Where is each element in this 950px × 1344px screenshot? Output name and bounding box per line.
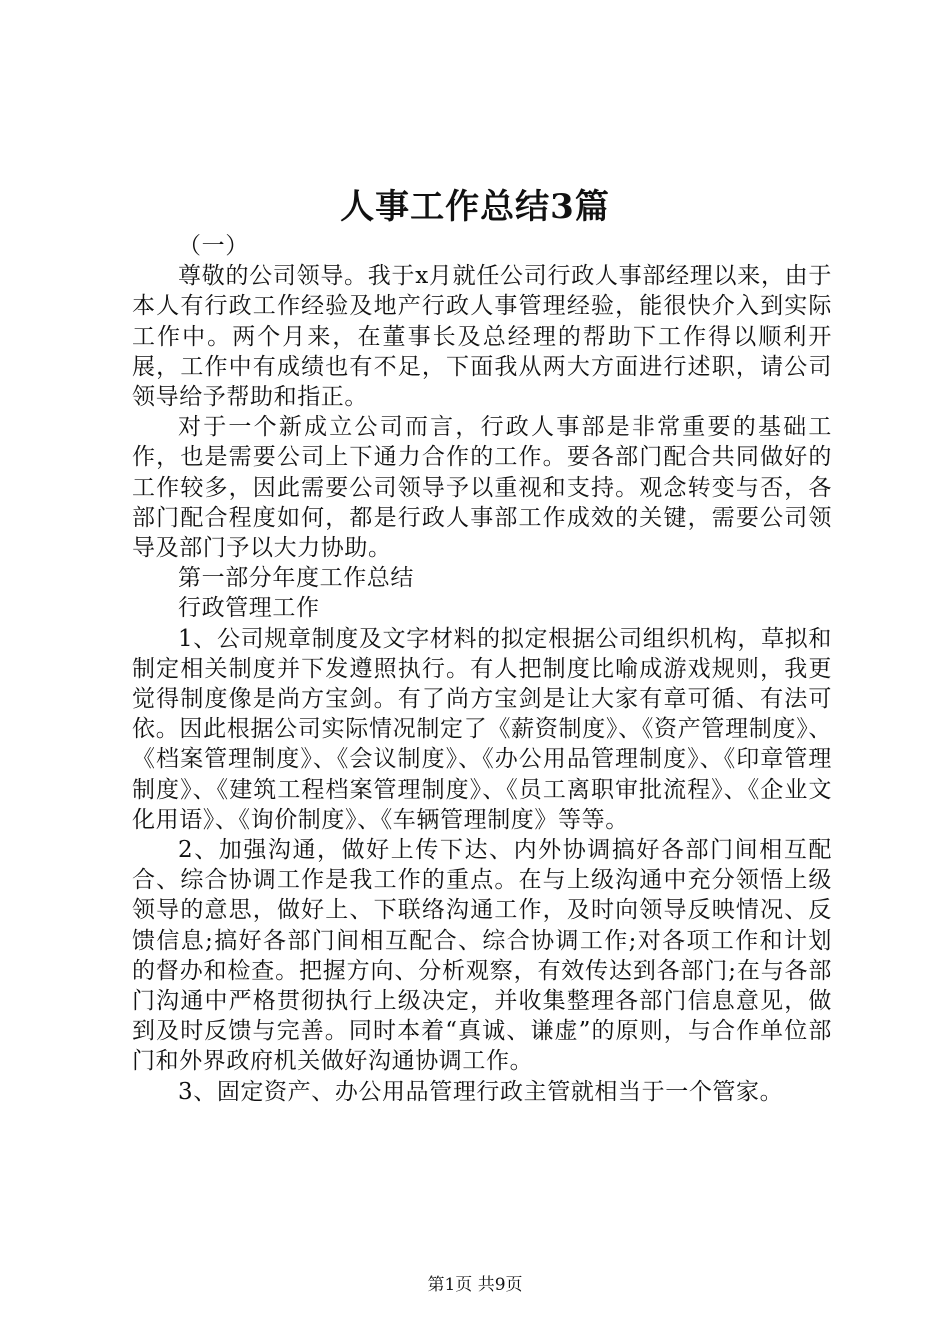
section-heading-part-one: 第一部分年度工作总结: [178, 565, 414, 592]
paragraph-item-1: 1、公司规章制度及文字材料的拟定根据公司组织机构，草拟和制定相关制度并下发遵照执行。有人把制度比喻成游戏规则，我更觉得制度像是尚方宝剑。有了尚方宝剑是让大家有章可循、有法可依。因此根据公司实际情况制定了《薪资制度》、《资产管理制度》、《档案管理制度》、《会议制度》、《办公用品管理制度》、《印章管理制度》、《建筑工程档案管理制度》、《员工离职审批流程》、《企业文化用语》、《询价制度》、《车辆管理制度》等等。: [132, 625, 832, 833]
paragraph-item-3: 3、固定资产、办公用品管理行政主管就相当于一个管家。: [178, 1078, 784, 1105]
paragraph-intro: 尊敬的公司领导。我于x月就任公司行政人事部经理以来，由于本人有行政工作经验及地产行政人事管理经验，能很快介入到实际工作中。两个月来，在董事长及总经理的帮助下工作得以顺利开展，工作中有成绩也有不足，下面我从两大方面进行述职，请公司领导给予帮助和指正。: [132, 263, 832, 411]
paragraph-context: 对于一个新成立公司而言，行政人事部是非常重要的基础工作，也是需要公司上下通力合作的工作。要各部门配合共同做好的工作较多，因此需要公司领导予以重视和支持。观念转变与否，各部门配合程度如何，都是行政人事部工作成效的关键，需要公司领导及部门予以大力协助。: [132, 414, 832, 562]
page-footer: 第1页 共9页: [427, 1275, 523, 1295]
document-body: [132, 231, 832, 1107]
paragraph-item-2: 2、加强沟通，做好上传下达、内外协调搞好各部门间相互配合、综合协调工作是我工作的重点。在与上级沟通中充分领悟上级领导的意思，做好上、下联络沟通工作，及时向领导反映情况、反馈信息;搞好各部门间相互配合、综合协调工作;对各项工作和计划的督办和检查。把握方向、分析观察，有效传达到各部门;在与各部门沟通中严格贯彻执行上级决定，并收集整理各部门信息意见，做到及时反馈与完善。同时本着“真诚、谦虚”的原则，与合作单位部门和外界政府机关做好沟通协调工作。: [132, 837, 832, 1075]
document-title: 人事工作总结3篇: [340, 187, 610, 227]
section-heading-admin: 行政管理工作: [178, 595, 320, 622]
section-label: （一）: [178, 233, 249, 259]
